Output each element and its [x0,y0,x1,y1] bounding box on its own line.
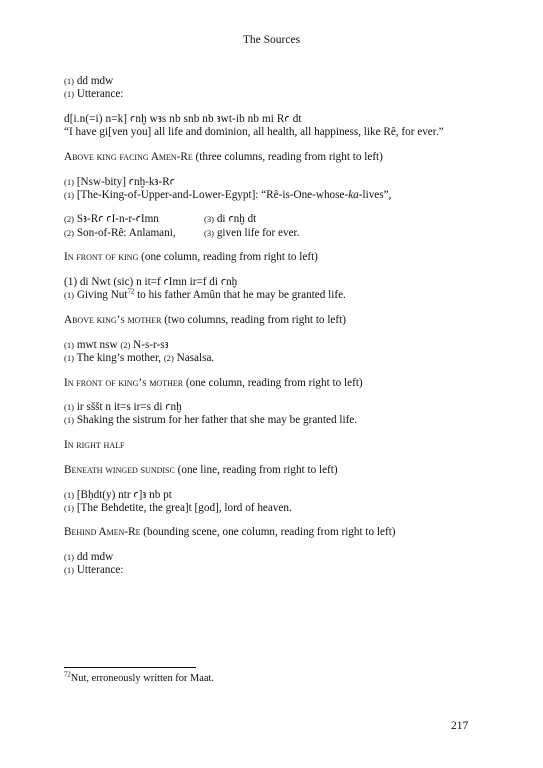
heading-caps: In front of king’s mother [64,376,184,389]
section-heading [64,526,494,539]
translation-text: given life for ever. [216,226,300,239]
column-number: (1) [64,339,75,350]
column-number: (1) [64,415,75,426]
footnote-reference: 72 [127,288,135,296]
section-heading [64,377,494,390]
translation-text-end: to his father Amûn that he may be granted life. [134,289,346,302]
translation-line [64,289,494,302]
column-number: (1) [64,552,75,563]
transliteration-text: dd mdw [76,75,114,87]
column-number: (3) [204,227,215,238]
transliteration-line [64,401,494,414]
heading-caps: Behind Amen-Re [64,526,141,539]
translation-text: Shaking the sistrum for her father that she may be granted life. [76,414,358,427]
translation-line [64,189,494,202]
column-number: (2) [64,227,75,238]
heading-note: (one column, reading from right to left) [183,376,363,389]
heading-note: (one line, reading from right to left) [174,463,338,476]
transliteration-line [64,176,494,189]
translation-text-end: -lives”, [358,188,392,201]
heading-note: (two columns, reading from right to left) [161,313,346,326]
transliteration-line [64,551,494,564]
transliteration-line [64,75,494,88]
transliteration-line: (1) di Nwt (sic) n it=f ꜥImn ir=f di ꜥnḫ [64,276,238,289]
column-number: (1) [64,89,75,100]
column-3 [204,213,256,226]
heading-note: (bounding scene, one column, reading from right to left) [140,526,396,539]
column-3 [204,227,299,240]
heading-note: (one column, reading from right to left) [138,251,318,264]
transliteration-text-end: N-s-r-sꜣ [130,338,169,351]
sistrum-block [64,401,494,427]
translation-text: Utterance: [76,564,124,577]
transliteration-line [64,339,494,352]
heading-caps: Above king’s mother [64,313,162,326]
column-2 [64,227,204,240]
heading-note: (three columns, reading from right to left) [192,150,383,163]
column-number: (1) [64,189,75,200]
column-number: (3) [204,214,215,225]
column-number: (1) [64,352,75,363]
transliteration-text: di ꜥnḫ dt [216,213,257,226]
translation-italic: ka [348,188,359,201]
transliteration-text: [Nsw-bity] ꜥnḫ-kꜣ-Rꜥ [76,175,175,188]
transliteration-line: d[i.n(=i) n=k] ꜥnḫ wꜣs nb snb nb ꜣwt-ib nb mi Rꜥ dt [64,112,302,125]
heading-caps: In front of king [64,251,139,264]
section-heading [64,251,494,264]
translation-line [64,502,494,515]
son-of-re-block [64,213,494,239]
translation-line [64,564,494,577]
text-body [64,75,494,589]
transliteration-text: ir sššt n it=s ir=s di ꜥnḫ [76,401,182,414]
column-2 [64,213,204,226]
heading-caps: Above king facing Amen-Re [64,150,193,163]
king-titulary-block [64,176,494,202]
translation-line [64,414,494,427]
column-number: (2) [120,339,131,350]
translation-text: Utterance: [76,88,124,101]
column-number: (1) [64,502,75,513]
section-heading [64,151,494,164]
section-heading [64,464,494,477]
transliteration-text: [Bḥdt(y) ntr ꜥ]ꜣ nb pt [76,488,172,501]
transliteration-text: dd mdw [76,551,114,564]
kings-mother-block [64,339,494,365]
column-number: (1) [64,489,75,500]
section-heading [64,439,494,452]
running-header: The Sources [242,34,301,46]
transliteration-text: mwt nsw [76,338,121,351]
translation-row [64,227,494,240]
footnote-divider [64,667,196,668]
translation-text: Son-of-Rê: Anlamani, [76,226,176,239]
column-number: (2) [163,352,174,363]
translation-line [64,88,494,101]
speech-block [64,113,494,139]
footnote [64,673,214,684]
translation-text: [The Behdetite, the grea]t [god], lord of heaven. [76,501,292,514]
transliteration-text: Sꜣ-Rꜥ ꜥI-n-r-ꜥImn [76,213,159,226]
heading-caps: Beneath winged sundisc [64,463,175,476]
section-heading [64,314,494,327]
translation-text: Giving Nut [76,289,128,302]
translation-text: The king’s mother, [76,351,164,364]
column-number: (1) [64,176,75,187]
utterance-block-2 [64,551,494,577]
column-number: (1) [64,290,75,301]
sundisc-block [64,489,494,515]
transliteration-line [64,489,494,502]
king-offering-block [64,276,494,302]
translation-text: [The-King-of-Upper-and-Lower-Egypt]: “Rê-is-One-whose- [76,188,349,201]
footnote-marker: 72 [64,671,71,679]
transliteration-row [64,213,494,226]
column-number: (1) [64,76,75,86]
utterance-block-1 [64,75,494,101]
column-number: (1) [64,565,75,576]
page-number: 217 [451,720,469,732]
column-number: (2) [64,214,75,225]
heading-caps: In right half [64,439,125,452]
column-number: (1) [64,402,75,413]
translation-text-end: Nasalsa. [173,351,215,364]
translation-line [64,352,494,365]
translation-line: “I have gi[ven you] all life and dominion, all health, all happiness, like Rê, for ever.” [64,126,444,139]
footnote-text: Nut, erroneously written for Maat. [70,673,214,684]
